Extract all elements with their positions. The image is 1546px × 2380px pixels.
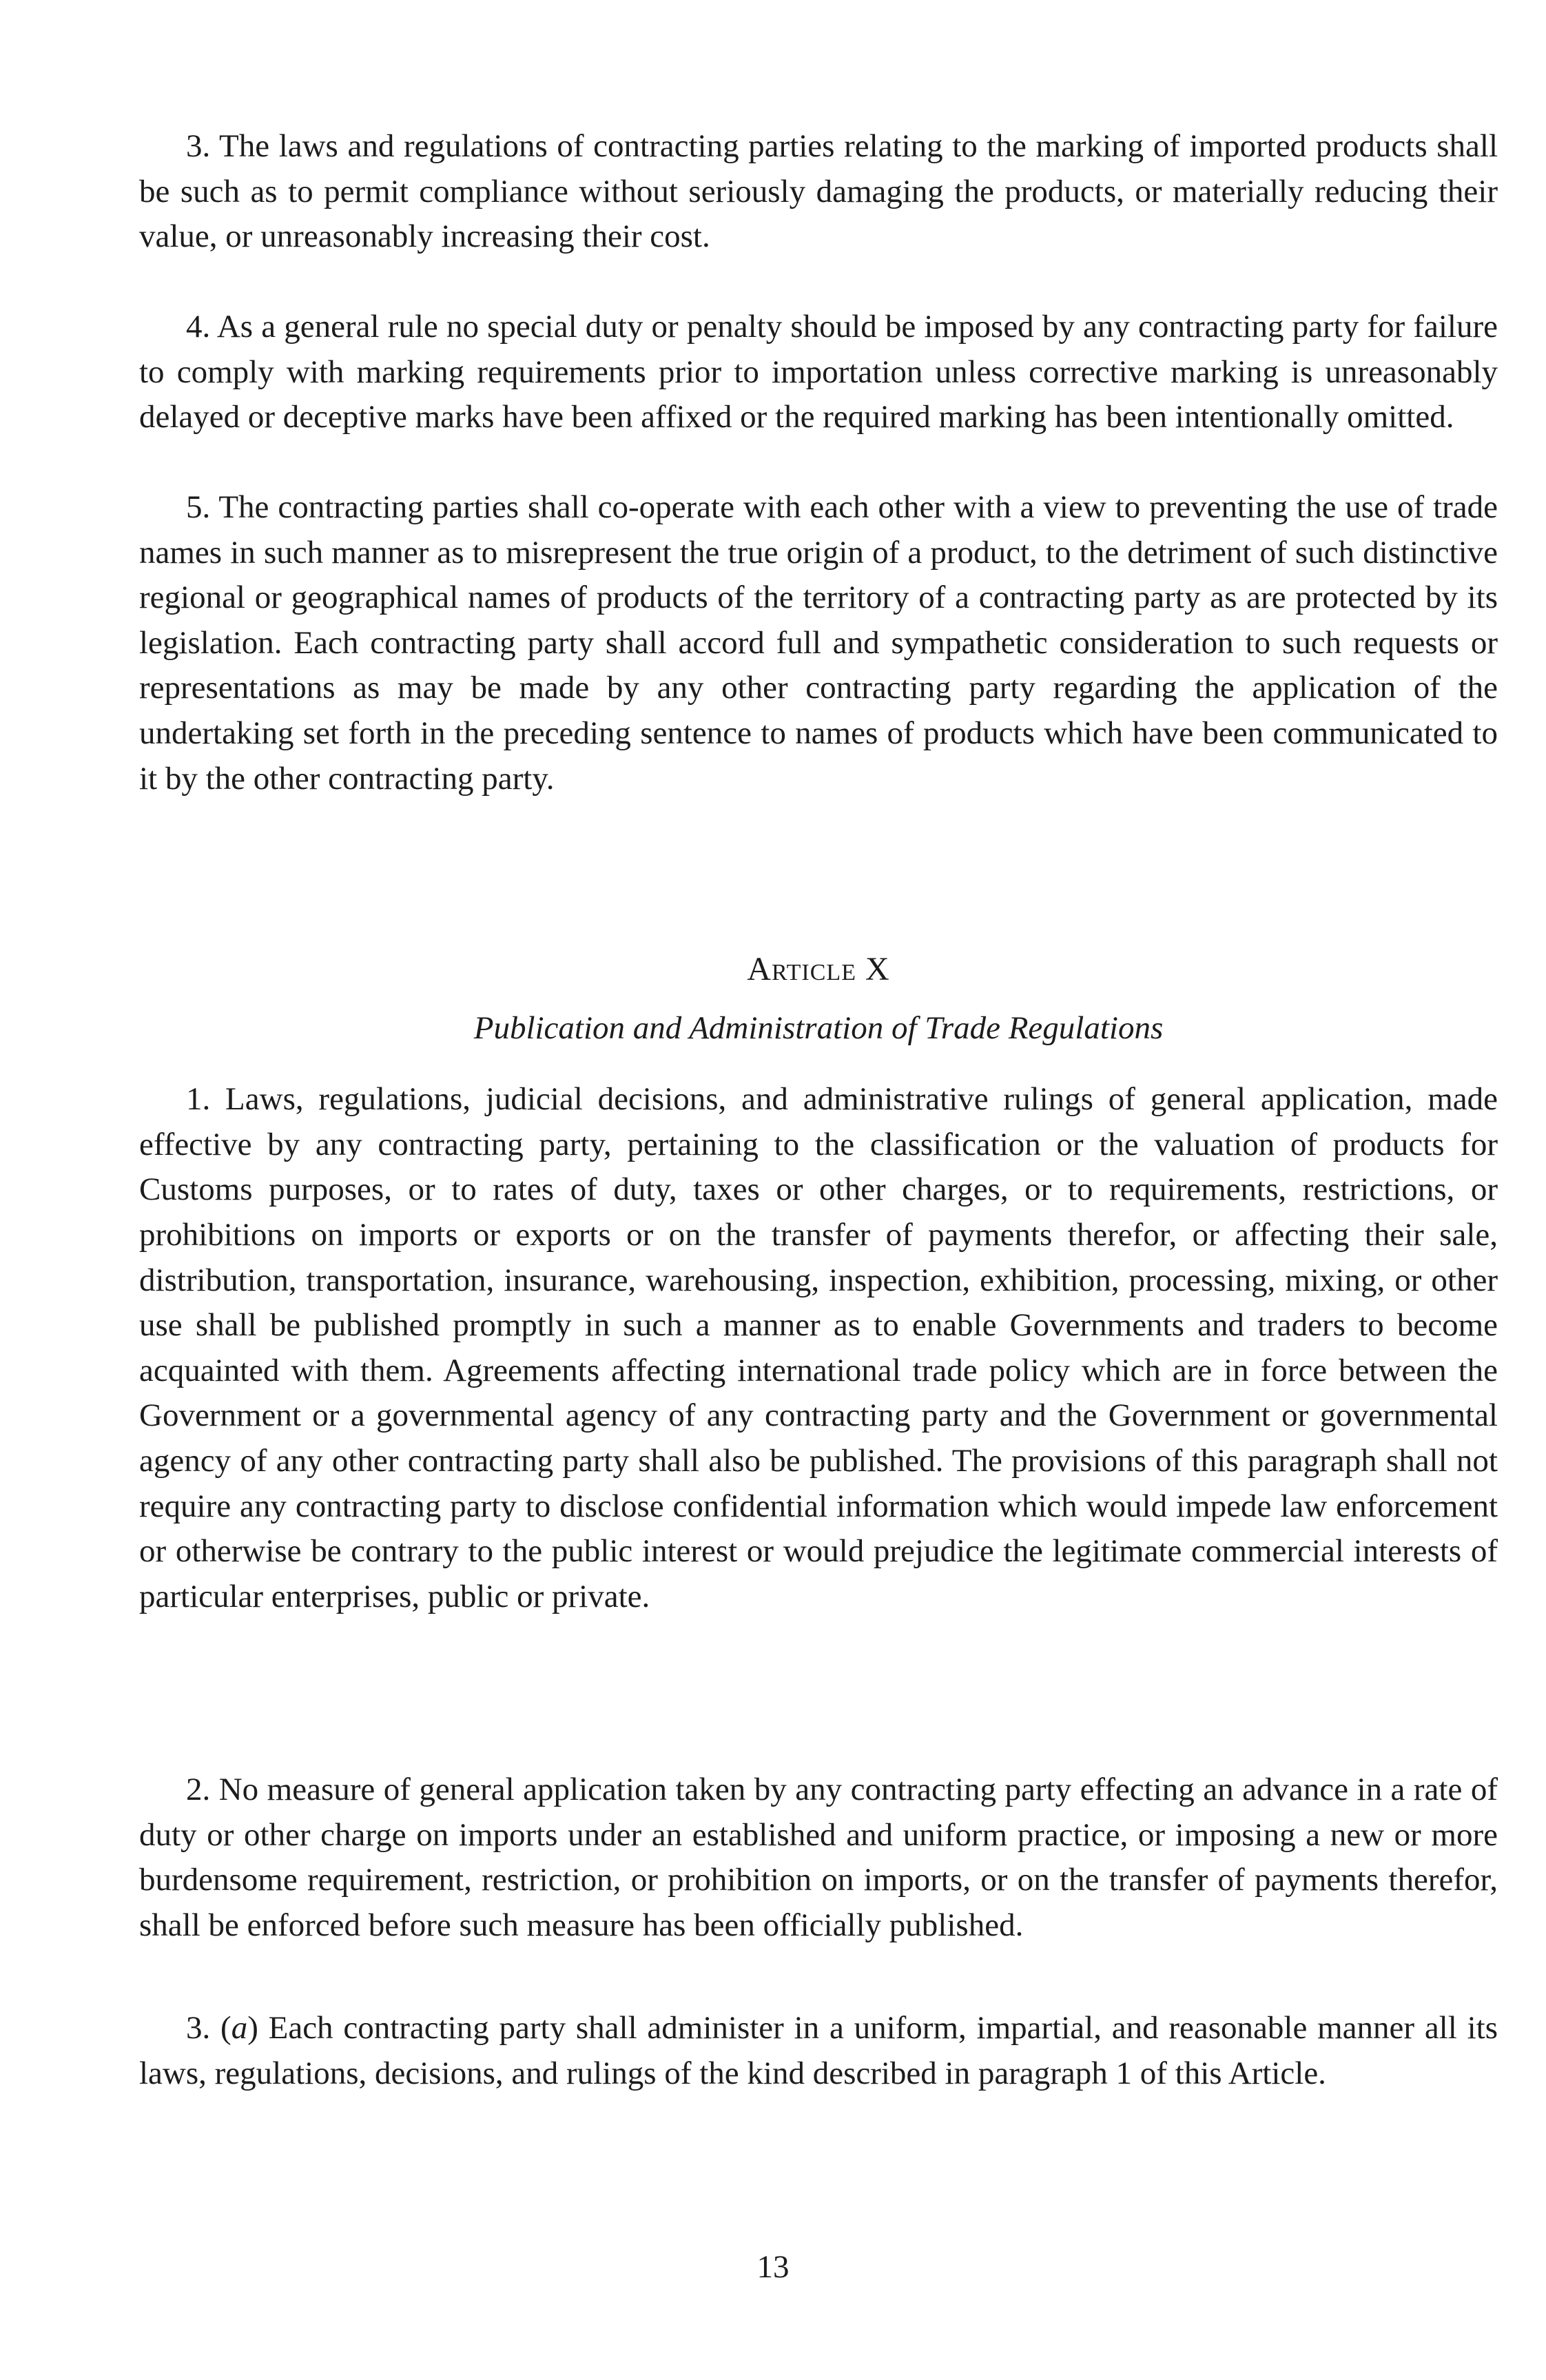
paragraph-3-marking: 3. The laws and regulations of contracting parties relating to the marking of imported products shall be such as to permit compliance without seriously damaging the products, or materially reducing their value, or unreasonably increasing their cost.: [139, 128, 1498, 255]
page-number: 13: [756, 2249, 790, 2285]
article-title: Publication and Administration of Trade Regulations: [473, 1009, 1164, 1046]
article-x-paragraph-1: 1. Laws, regulations, judicial decisions, and administrative rulings of general application, made effective by any contracting party, pertaining to the classification or the valuation of products for Customs purposes, or to rates of duty, taxes or other charges, or to requirements, restrictions, or prohibitions on imports or exports or on the transfer of payments therefor, or affecting their sale, distribution, transportation, insurance, warehousing, inspection, exhibition, processing, mixing, or other use shall be published promptly in such a manner as to enable Governments and traders to become acquainted with them. Agreements affecting international trade policy which are in force between the Government or a governmental agency of any contracting party and the Government or governmental agency of any other contracting party shall also be published. The provisions of this paragraph shall not require any contracting party to disclose confidential information which would impede law enforcement or otherwise be contrary to the public interest or would prejudice the legitimate commercial interests of particular enterprises, public or private.: [139, 1081, 1498, 1614]
article-heading: Article X: [747, 951, 890, 987]
article-x-paragraph-3a: 3. (a) Each contracting party shall administer in a uniform, impartial, and reasonable manner all its laws, regulations, decisions, and rulings of the kind described in paragraph 1 of this Article.: [139, 2010, 1498, 2091]
paragraph-5-trade-names: 5. The contracting parties shall co-operate with each other with a view to preventing the use of trade names in such manner as to misrepresent the true origin of a product, to the detriment of such distinctive regional or geographical names of products of the territory of a contracting party as are protected by its legislation. Each contracting party shall accord full and sympathetic consideration to such requests or representations as may be made by any other contracting party regarding the application of the undertaking set forth in the preceding sentence to names of products which have been communicated to it by the other contracting party.: [139, 489, 1498, 797]
paragraph-4-penalty: 4. As a general rule no special duty or penalty should be imposed by any contracting party for failure to comply with marking requirements prior to importation unless corrective marking is unreasonably delayed or deceptive marks have been affixed or the required marking has been intentionally omitted.: [139, 309, 1498, 435]
article-x-paragraph-2: 2. No measure of general application taken by any contracting party effecting an advance in a rate of duty or other charge on imports under an established and uniform practice, or imposing a new or more burdensome requirement, restriction, or prohibition on imports, or on the transfer of payments therefor, shall be enforced before such measure has been officially published.: [139, 1772, 1498, 1943]
document-page: [139, 124, 1498, 2096]
